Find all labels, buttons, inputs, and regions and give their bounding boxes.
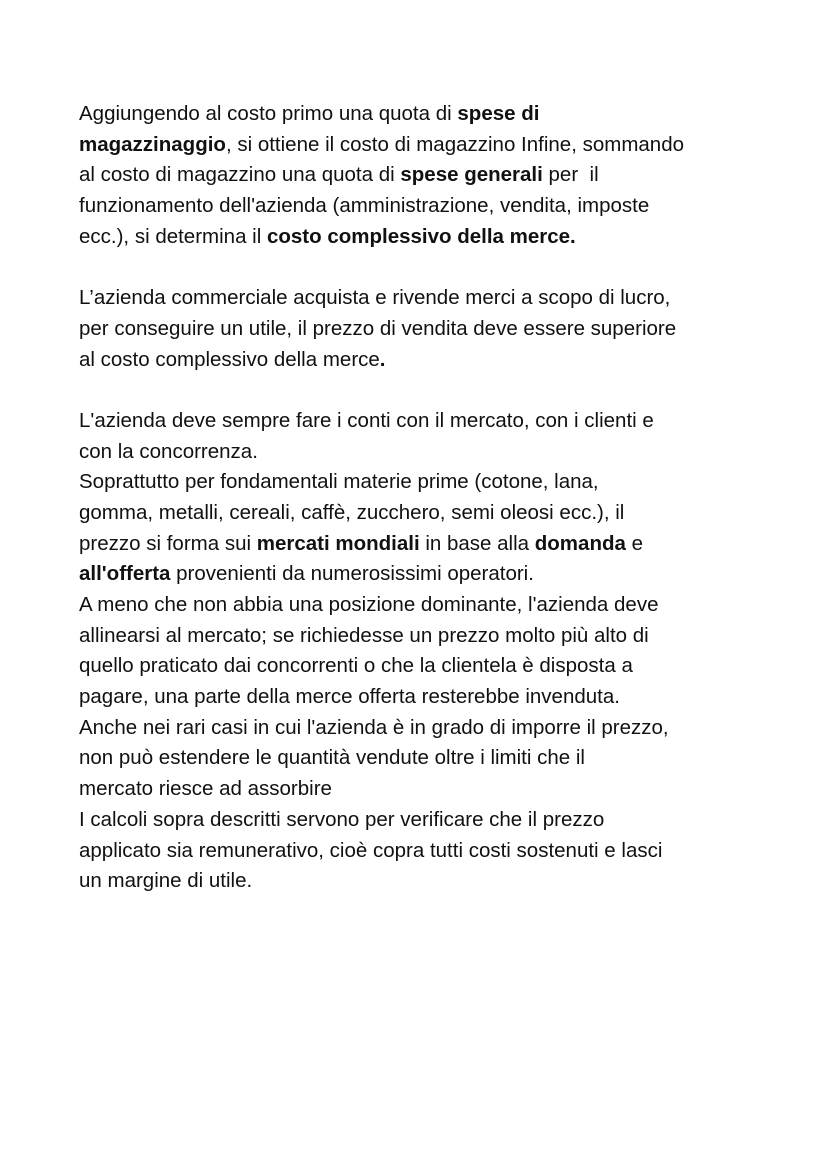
text-line <box>79 191 769 222</box>
text-segment: per il <box>542 163 599 187</box>
text-segment: A meno che non abbia una posizione dominante, l'azienda deve <box>79 593 659 616</box>
text-line <box>79 437 769 468</box>
text-line <box>79 529 769 560</box>
bold-text-segment: spese di <box>457 102 540 125</box>
bold-text-segment: mercati mondiali <box>256 531 420 555</box>
text-line <box>79 621 769 652</box>
text-line <box>79 99 769 130</box>
paragraph-mercato <box>79 406 769 897</box>
text-line <box>79 651 769 682</box>
text-line <box>79 805 769 836</box>
text-segment: al costo complessivo della merce <box>79 347 380 371</box>
text-segment: , si ottiene il costo di magazzino Infine, sommando <box>225 132 685 156</box>
text-segment: Aggiungendo al costo primo una quota di <box>79 102 458 125</box>
text-line <box>79 283 769 314</box>
text-segment: e <box>625 531 643 555</box>
text-line <box>79 713 769 744</box>
text-segment: quello praticato dai concorrenti o che la clientela è disposta a <box>79 654 633 678</box>
text-segment: un margine di utile. <box>79 869 253 893</box>
text-line <box>79 866 769 897</box>
text-line <box>79 498 769 529</box>
text-line <box>79 130 769 161</box>
text-segment: mercato riesce ad assorbire <box>79 777 332 801</box>
text-segment: per conseguire un utile, il prezzo di vendita deve essere superiore <box>79 316 677 340</box>
text-segment: al costo di magazzino una quota di <box>79 163 401 187</box>
text-segment: prezzo si forma sui <box>79 531 257 555</box>
text-line <box>79 160 769 191</box>
text-line <box>79 682 769 713</box>
bold-text-segment: all'offerta <box>79 562 171 586</box>
bold-text-segment: . <box>379 347 386 371</box>
paragraph-lucro <box>79 283 769 375</box>
paragraph-gap <box>79 375 769 406</box>
text-segment: funzionamento dell'azienda (amministrazione, vendita, imposte <box>79 194 650 218</box>
paragraph-merce-cost <box>79 99 769 252</box>
text-line <box>79 222 769 253</box>
text-line <box>79 774 769 805</box>
text-line <box>79 345 769 376</box>
text-segment: applicato sia remunerativo, cioè copra tutti costi sostenuti e lasci <box>79 838 663 862</box>
text-segment: con la concorrenza. <box>79 439 258 463</box>
text-segment: gomma, metalli, cereali, caffè, zucchero, semi oleosi ecc.), il <box>79 500 625 524</box>
text-segment: allinearsi al mercato; se richiedesse un prezzo molto più alto di <box>79 623 649 647</box>
bold-text-segment: domanda <box>534 531 626 555</box>
text-segment: pagare, una parte della merce offerta resterebbe invenduta. <box>79 685 620 709</box>
text-segment: Soprattutto per fondamentali materie prime (cotone, lana, <box>79 470 599 494</box>
text-segment: non può estendere le quantità vendute oltre i limiti che il <box>79 746 585 770</box>
text-segment: L’azienda commerciale acquista e rivende merci a scopo di lucro, <box>79 286 671 310</box>
text-segment: L'azienda deve sempre fare i conti con il mercato, con i clienti e <box>79 408 654 432</box>
text-line <box>79 406 769 437</box>
text-line <box>79 559 769 590</box>
text-line <box>79 836 769 867</box>
text-line <box>79 743 769 774</box>
bold-text-segment: costo complessivo della merce. <box>266 224 576 248</box>
bold-text-segment: spese generali <box>400 163 543 187</box>
paragraph-gap <box>79 252 769 283</box>
text-line <box>79 467 769 498</box>
bold-text-segment: magazzinaggio <box>79 132 226 156</box>
text-segment: provenienti da numerosissimi operatori. <box>170 562 534 586</box>
text-segment: in base alla <box>419 531 535 555</box>
text-line <box>79 314 769 345</box>
text-segment: Anche nei rari casi in cui l'azienda è in grado di imporre il prezzo, <box>79 715 669 739</box>
document-page <box>79 99 769 897</box>
text-line <box>79 590 769 621</box>
text-segment: ecc.), si determina il <box>79 224 267 248</box>
text-segment: I calcoli sopra descritti servono per verificare che il prezzo <box>79 807 605 831</box>
